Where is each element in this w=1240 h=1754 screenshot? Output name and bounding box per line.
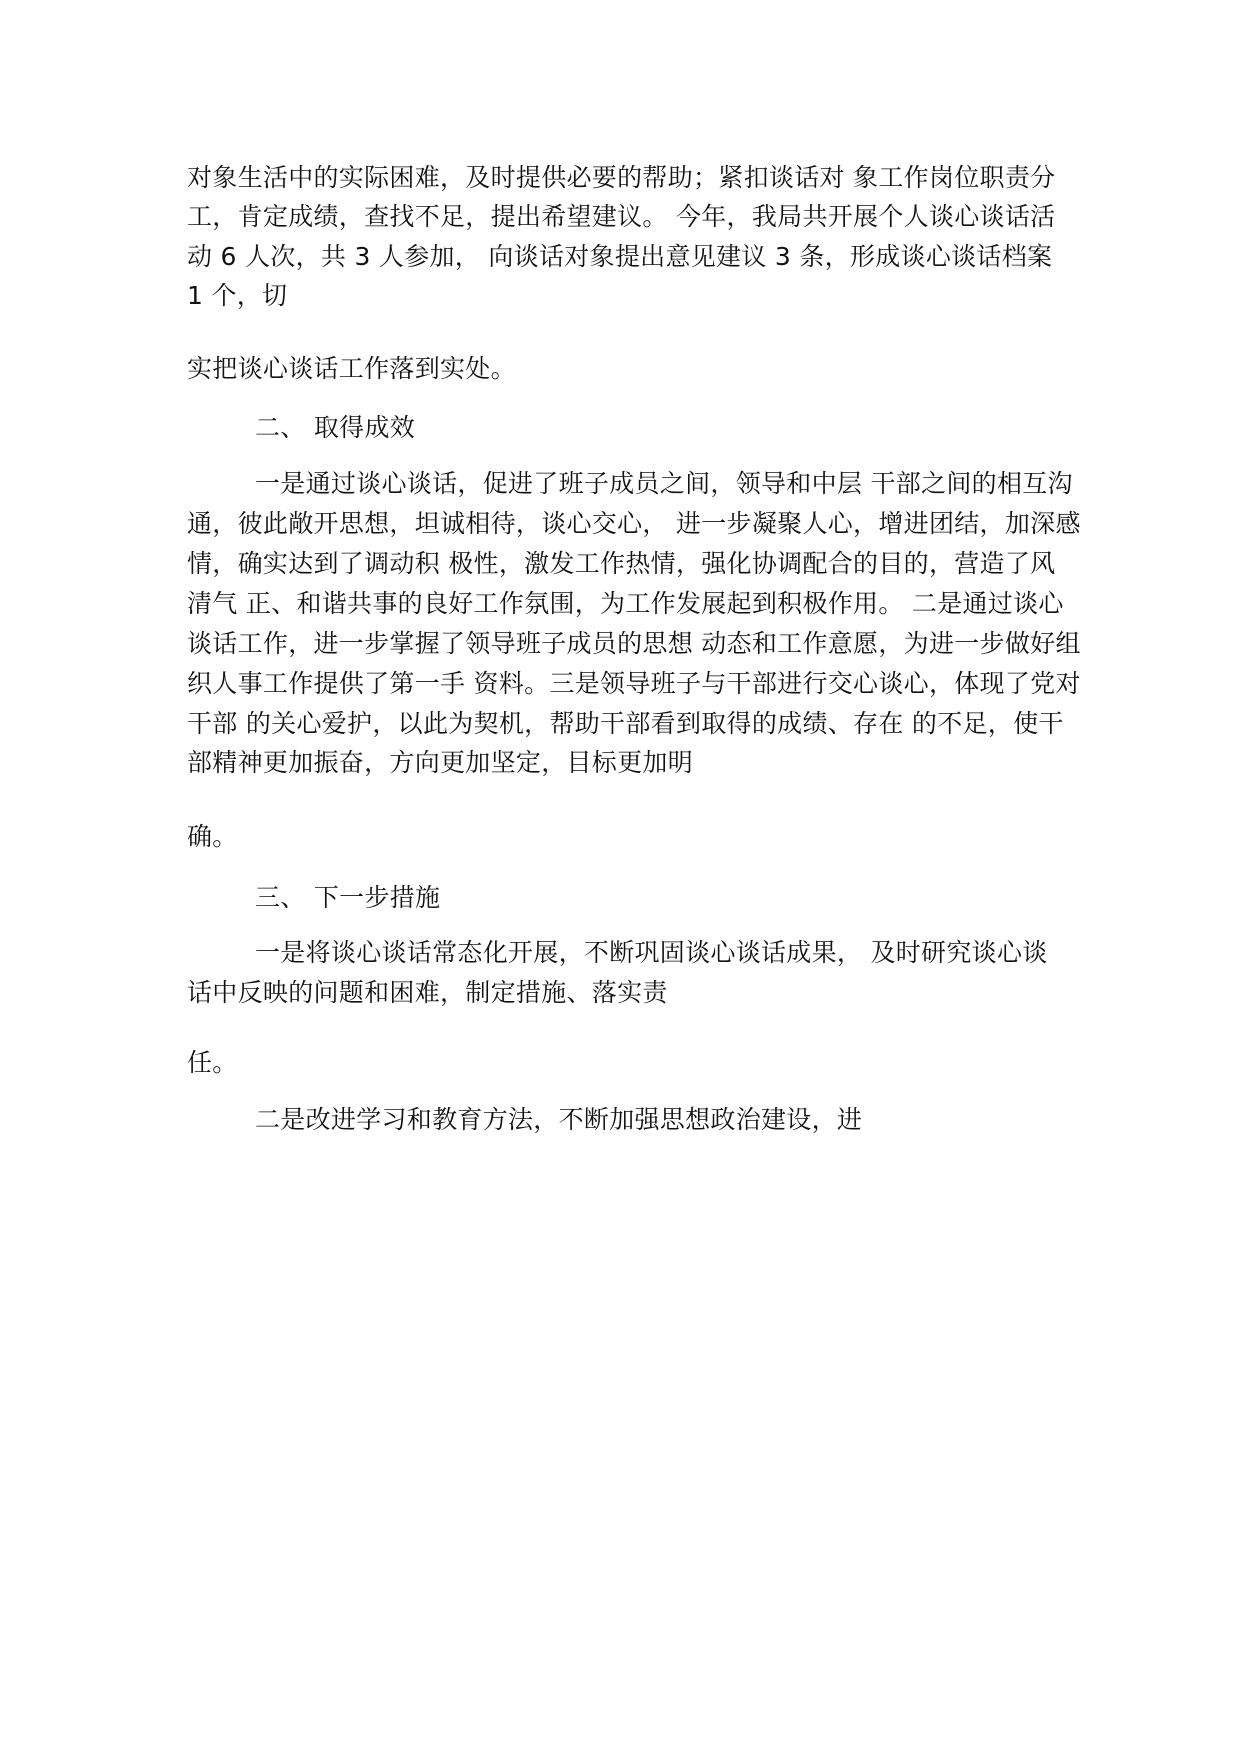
paragraph-line: 确。 [187, 822, 238, 851]
section-heading: 三、 下一步措施 [255, 883, 441, 912]
paragraph-line: 情，确实达到了调动积 极性，激发工作热情，强化协调配合的目的，营造了风 [187, 549, 1056, 578]
section-heading: 二、 取得成效 [255, 413, 416, 442]
paragraph-line: 谈话工作，进一步掌握了领导班子成员的思想 动态和工作意愿，为进一步做好组 [187, 629, 1081, 658]
paragraph-line: 对象生活中的实际困难，及时提供必要的帮助；紧扣谈话对 象工作岗位职责分 [187, 163, 1056, 192]
paragraph-line: 清气 正、和谐共事的良好工作氛围，为工作发展起到积极作用。 二是通过谈心 [187, 589, 1064, 618]
paragraph-line: 一是将谈心谈话常态化开展，不断巩固谈心谈话成果， 及时研究谈心谈 [255, 938, 1048, 967]
paragraph-line: 话中反映的问题和困难，制定措施、落实责 [187, 978, 668, 1007]
paragraph-line: 动 6 人次，共 3 人参加， 向谈话对象提出意见建议 3 条，形成谈心谈话档案 [187, 242, 1053, 271]
paragraph-line: 二是改进学习和教育方法，不断加强思想政治建设，进 [255, 1105, 863, 1134]
paragraph-line: 一是通过谈心谈话，促进了班子成员之间，领导和中层 干部之间的相互沟 [255, 469, 1073, 498]
paragraph-line: 部精神更加振奋，方向更加坚定，目标更加明 [187, 748, 694, 777]
paragraph-line: 实把谈心谈话工作落到实处。 [187, 354, 516, 383]
paragraph-line: 任。 [187, 1048, 238, 1077]
paragraph-line: 通，彼此敞开思想，坦诚相待，谈心交心， 进一步凝聚人心，增进团结，加深感 [187, 509, 1081, 538]
paragraph-line: 1 个，切 [187, 281, 288, 310]
paragraph-line: 工，肯定成绩，查找不足，提出希望建议。 今年，我局共开展个人谈心谈话活 [187, 202, 1056, 231]
paragraph-line: 织人事工作提供了第一手 资料。三是领导班子与干部进行交心谈心，体现了党对 [187, 669, 1081, 698]
paragraph-line: 干部 的关心爱护，以此为契机，帮助干部看到取得的成绩、存在 的不足，使干 [187, 709, 1064, 738]
